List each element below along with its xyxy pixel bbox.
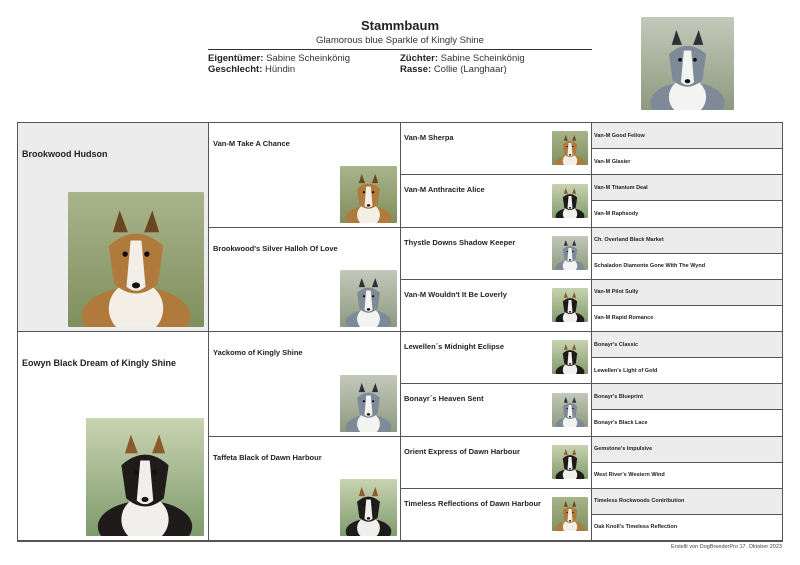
ancestor-name: Van-M Good Fellow — [594, 132, 645, 139]
ancestor-name: Ch. Overland Black Market — [594, 237, 664, 244]
pedigree-cell-gen4 — [592, 123, 782, 149]
ancestor-name: Lewellen´s Midnight Eclipse — [404, 342, 505, 351]
owner-value: Sabine Scheinkönig — [266, 53, 351, 64]
pedigree-cell-gen3 — [401, 437, 592, 489]
ancestor-name: Timeless Reflections of Dawn Harbour — [404, 498, 541, 508]
pedigree-header — [208, 18, 592, 75]
pedigree-cell-gen1 — [18, 123, 209, 332]
pedigree-cell-gen3 — [401, 175, 592, 227]
footer-date: 17. Oktober 2023 — [739, 544, 782, 550]
breeder-breed-info — [400, 53, 525, 75]
tricolor-collie-photo — [552, 288, 588, 322]
footer-created-by: Erstellt von DogBreederPro — [671, 544, 738, 550]
sable-collie-photo — [552, 497, 588, 531]
blue-merle-collie-photo — [552, 393, 588, 427]
ancestor-name: Van-M Rapid Romance — [594, 315, 654, 322]
tricolor-collie-photo — [340, 479, 397, 536]
pedigree-cell-gen4 — [592, 437, 782, 463]
ancestor-name: Brookwood's Silver Halloh Of Love — [213, 243, 338, 253]
breeder-value: Sabine Scheinkönig — [440, 53, 525, 64]
owner-label: Eigentümer: — [208, 53, 264, 64]
ancestor-name: Van-M Anthracite Alice — [404, 185, 485, 195]
pedigree-cell-gen4 — [592, 358, 782, 384]
pedigree-cell-gen4 — [592, 228, 782, 254]
dog-name-subtitle: Glamorous blue Sparkle of Kingly Shine — [316, 35, 484, 46]
ancestor-name: Oak Knoll's Timeless Reflection — [594, 524, 678, 531]
ancestor-name: Thystle Downs Shadow Keeper — [404, 237, 516, 247]
pedigree-cell-gen3 — [401, 228, 592, 280]
ancestor-name: Timeless Rockwoods Contribution — [594, 498, 685, 505]
pedigree-cell-gen3 — [401, 332, 592, 384]
ancestor-name: Lewellen's Light of Gold — [594, 367, 658, 374]
ancestor-name: Taffeta Black of Dawn Harbour — [213, 452, 322, 462]
ancestor-name: Gemstone's Impulsive — [594, 446, 653, 453]
blue-merle-collie-photo — [552, 236, 588, 270]
blue-merle-collie-photo — [340, 270, 397, 327]
breed-value: Collie (Langhaar) — [433, 64, 507, 75]
ancestor-name: Van-M Pilot Sully — [594, 289, 639, 296]
ancestor-name: West River's Western Wind — [594, 472, 665, 479]
ancestor-name: Van-M Take A Chance — [213, 139, 290, 148]
pedigree-cell-gen4 — [592, 489, 782, 515]
pedigree-cell-gen2 — [209, 437, 401, 542]
pedigree-cell-gen3 — [401, 280, 592, 332]
blue-merle-collie-photo — [340, 375, 397, 432]
pedigree-cell-gen4 — [592, 332, 782, 358]
pedigree-cell-gen4 — [592, 280, 782, 306]
pedigree-cell-gen4 — [592, 410, 782, 436]
pedigree-cell-gen4 — [592, 149, 782, 175]
ancestor-name: Bonayr's Classic — [594, 341, 639, 348]
ancestor-name: Van-M Titanium Deal — [594, 184, 648, 191]
sex-value: Hündin — [265, 64, 296, 75]
pedigree-cell-gen4 — [592, 515, 782, 541]
footer — [671, 544, 782, 550]
ancestor-name: Bonayr's Black Lace — [594, 419, 648, 426]
ancestor-name: Yackomo of Kingly Shine — [213, 348, 303, 357]
pedigree-cell-gen4 — [592, 254, 782, 280]
tricolor-collie-photo — [552, 340, 588, 374]
ancestor-name: Van-M Wouldn't It Be Loverly — [404, 289, 507, 299]
tricolor-collie-photo — [552, 184, 588, 218]
ancestor-name: Schaladon Diamonte Gone With The Wynd — [594, 263, 706, 270]
tricolor-collie-photo — [552, 445, 588, 479]
pedigree-cell-gen4 — [592, 201, 782, 227]
pedigree-cell-gen4 — [592, 175, 782, 201]
ancestor-name: Van-M Raphsody — [594, 210, 639, 217]
pedigree-cell-gen4 — [592, 463, 782, 489]
sable-collie-photo — [552, 131, 588, 165]
sex-label: Geschlecht: — [208, 64, 263, 75]
tricolor-collie-photo — [86, 418, 204, 536]
breed-label: Rasse: — [400, 64, 432, 75]
pedigree-cell-gen3 — [401, 384, 592, 436]
ancestor-name: Bonayr´s Heaven Sent — [404, 394, 484, 404]
pedigree-table — [17, 122, 783, 542]
sable-collie-photo — [340, 166, 397, 223]
breeder-label: Züchter: — [400, 53, 438, 64]
ancestor-name: Bonayr's Blueprint — [594, 393, 643, 400]
pedigree-cell-gen3 — [401, 123, 592, 175]
header-divider — [208, 49, 592, 50]
owner-sex-info — [208, 53, 350, 75]
pedigree-cell-gen2 — [209, 123, 401, 228]
sable-collie-photo — [68, 192, 204, 327]
ancestor-name: Van-M Glasier — [594, 158, 631, 165]
page-title: Stammbaum — [360, 18, 440, 33]
ancestor-name: Eowyn Black Dream of Kingly Shine — [22, 358, 177, 368]
main-dog-photo — [641, 17, 734, 110]
pedigree-cell-gen4 — [592, 384, 782, 410]
pedigree-cell-gen4 — [592, 306, 782, 332]
pedigree-cell-gen2 — [209, 228, 401, 333]
ancestor-name: Van-M Sherpa — [404, 133, 454, 142]
pedigree-cell-gen2 — [209, 332, 401, 437]
pedigree-cell-gen1 — [18, 332, 209, 541]
pedigree-cell-gen3 — [401, 489, 592, 541]
ancestor-name: Brookwood Hudson — [22, 149, 108, 159]
ancestor-name: Orient Express of Dawn Harbour — [404, 446, 520, 456]
